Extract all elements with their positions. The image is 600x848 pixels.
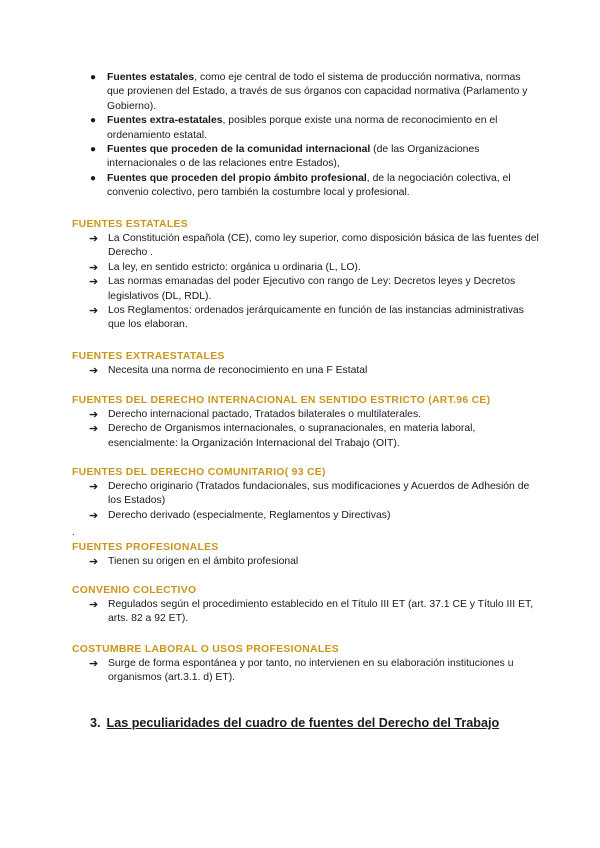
bullet-dot-icon: ● <box>90 115 97 127</box>
bullet-dot-icon: ● <box>90 72 97 83</box>
list-item: ➔ Surge de forma espontánea y por tanto, no intervienen en su elaboración instituciones u organismos (art.3.1. d) ET). <box>89 658 514 684</box>
section-fuentes-extraestatales <box>72 350 542 378</box>
list-item: ➔ Regulados según el procedimiento establecido en el Título III ET (art. 37.1 CE y Título III ET, arts. 82 a 92 ET). <box>89 599 534 625</box>
stray-mark: . <box>72 527 75 538</box>
section-heading: COSTUMBRE LABORAL O USOS PROFESIONALES <box>72 644 339 655</box>
list-item: ➔ La ley, en sentido estricto: orgánica u ordinaria (L, LO). <box>89 261 361 274</box>
list-item: ➔ Los Reglamentos: ordenados jerárquicamente en función de las instancias administrativas que los elaboran. <box>89 305 524 331</box>
list-item: ➔ Las normas emanadas del poder Ejecutivo con rango de Ley: Decretos leyes y Decretos legislativos (DL, RDL). <box>89 276 516 302</box>
right-arrow-icon: ➔ <box>89 509 99 522</box>
list-item: ● Fuentes que proceden del propio ámbito profesional, de la negociación colectiva, el convenio colectivo, pero también la costumbre local y profesional. <box>90 172 511 199</box>
section-fuentes-profesionales <box>72 541 542 569</box>
heading-number: 3. <box>90 716 101 730</box>
bullet-dot-icon: ● <box>90 144 97 156</box>
section-fuentes-estatales <box>72 218 542 333</box>
right-arrow-icon: ➔ <box>89 305 99 318</box>
right-arrow-icon: ➔ <box>89 481 99 493</box>
right-arrow-icon: ➔ <box>89 423 99 436</box>
list-item: ● Fuentes estatales, como eje central de todo el sistema de producción normativa, normas que provienen del Estado, a través de sus órganos con capacidad normativa (Parlamento y Gobierno). <box>90 72 528 112</box>
right-arrow-icon: ➔ <box>89 409 99 421</box>
next-section-heading <box>90 716 499 730</box>
heading-title: Las peculiaridades del cuadro de fuentes del Derecho del Trabajo <box>106 716 500 730</box>
right-arrow-icon: ➔ <box>89 599 99 611</box>
list-item: ➔ La Constitución española (CE), como ley superior, como disposición básica de las fuentes del Derecho . <box>89 233 539 259</box>
list-item: ➔ Derecho de Organismos internacionales, o supranacionales, en materia laboral, esencialmente: la Organización Internacional del Trabajo (OIT). <box>89 423 476 449</box>
section-costumbre-laboral <box>72 643 542 686</box>
section-derecho-internacional <box>72 394 542 451</box>
right-arrow-icon: ➔ <box>89 261 99 274</box>
section-heading: FUENTES ESTATALES <box>72 219 188 230</box>
section-heading: FUENTES PROFESIONALES <box>72 542 219 553</box>
list-item: ● Fuentes extra-estatales, posibles porque existe una norma de reconocimiento en el ordenamiento estatal. <box>90 115 498 141</box>
intro-bullet-list <box>90 71 530 201</box>
right-arrow-icon: ➔ <box>89 556 99 568</box>
section-heading: FUENTES EXTRAESTATALES <box>72 351 225 362</box>
right-arrow-icon: ➔ <box>89 276 99 289</box>
list-item: ➔ Necesita una norma de reconocimiento en una F Estatal <box>89 365 368 377</box>
section-heading: CONVENIO COLECTIVO <box>72 585 197 596</box>
section-heading: FUENTES DEL DERECHO INTERNACIONAL EN SENTIDO ESTRICTO (ART.96 CE) <box>72 395 491 406</box>
section-convenio-colectivo <box>72 584 542 627</box>
section-derecho-comunitario <box>72 466 542 523</box>
right-arrow-icon: ➔ <box>89 233 99 245</box>
list-item: ➔ Tienen su origen en el ámbito profesional <box>89 556 299 568</box>
bullet-dot-icon: ● <box>90 172 97 184</box>
list-item: ➔ Derecho derivado (especialmente, Reglamentos y Directivas) <box>89 509 391 522</box>
list-item: ● Fuentes que proceden de la comunidad internacional (de las Organizaciones internacionales o de las relaciones entre Estados), <box>90 144 480 170</box>
list-item: ➔ Derecho originario (Tratados fundacionales, sus modificaciones y Acuerdos de Adhesión de los Estados) <box>89 481 530 507</box>
section-heading: FUENTES DEL DERECHO COMUNITARIO( 93 CE) <box>72 467 326 478</box>
list-item: ➔ Derecho internacional pactado, Tratados bilaterales o multilaterales. <box>89 409 422 421</box>
right-arrow-icon: ➔ <box>89 658 99 670</box>
right-arrow-icon: ➔ <box>89 365 99 377</box>
